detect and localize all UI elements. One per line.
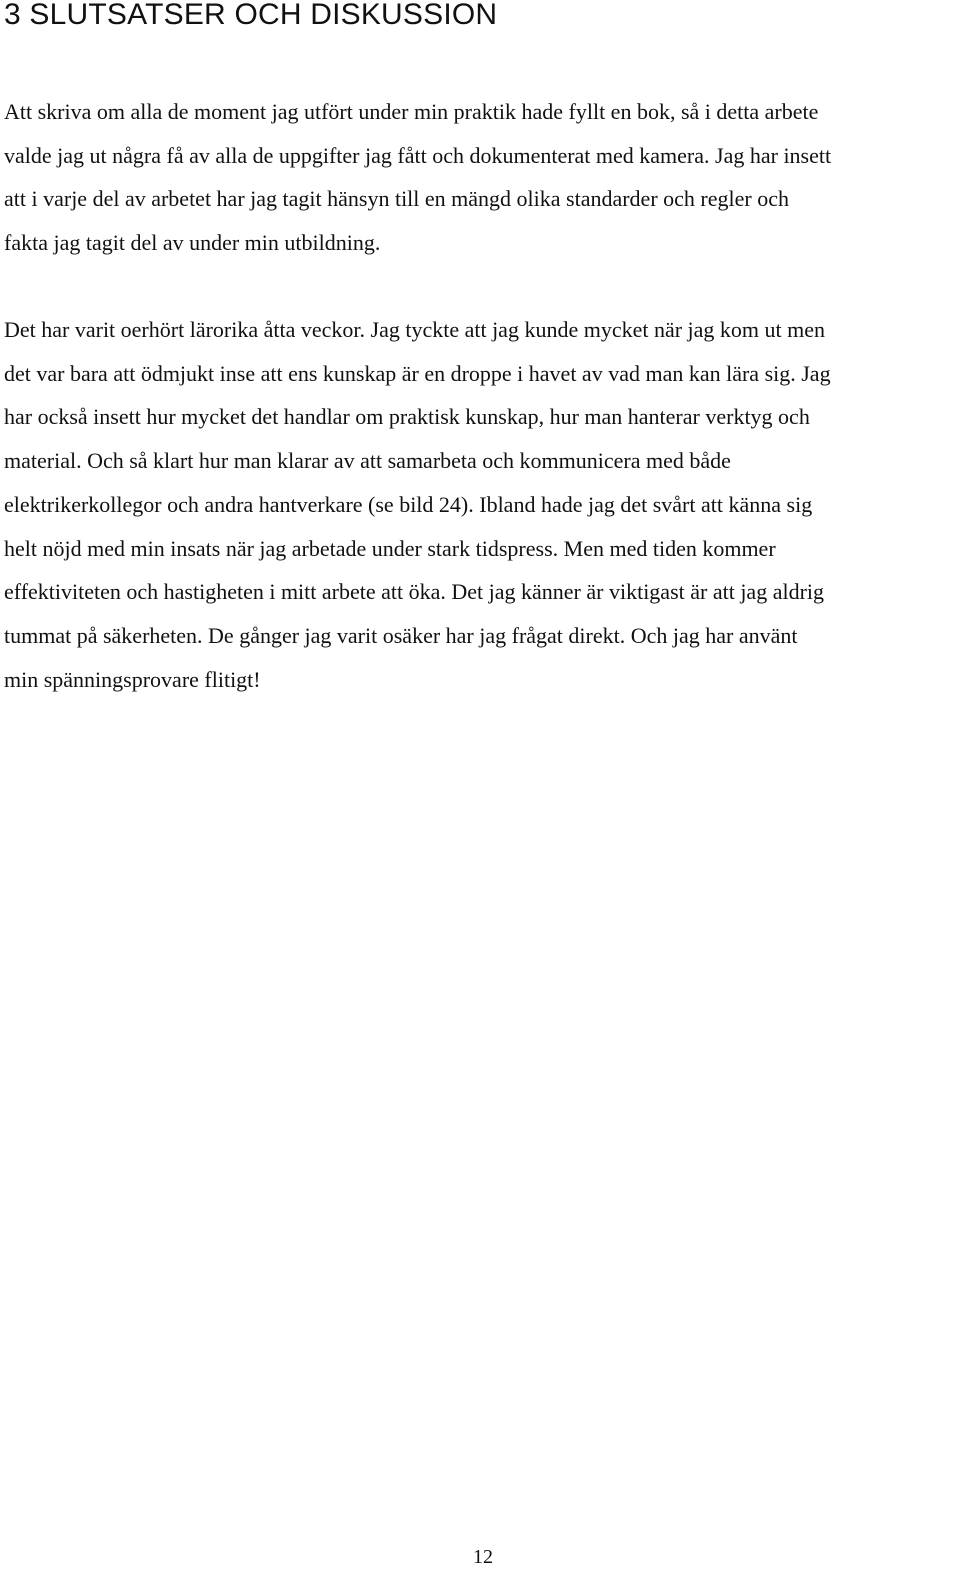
paragraph-intro: [4, 90, 960, 265]
text-line: har också insett hur mycket det handlar om praktisk kunskap, hur man hanterar verktyg och: [4, 404, 810, 430]
text-line: effektiviteten och hastigheten i mitt arbete att öka. Det jag känner är viktigast är att jag aldrig: [4, 579, 825, 605]
text-line: helt nöjd med min insats när jag arbetade under stark tidspress. Men med tiden kommer: [4, 535, 776, 561]
text-line: Det har varit oerhört lärorika åtta veckor. Jag tyckte att jag kunde mycket när jag kom ut men: [4, 317, 826, 342]
text-line: min spänningsprovare flitigt!: [4, 666, 261, 692]
text-line: material. Och så klart hur man klarar av att samarbeta och kommunicera med både: [4, 448, 731, 474]
paragraph-reflection: [4, 308, 960, 701]
page-number: 12: [473, 1546, 493, 1568]
section-heading: 3 SLUTSATSER OCH DISKUSSION: [4, 0, 498, 31]
text-line: elektrikerkollegor och andra hantverkare (se bild 24). Ibland hade jag det svårt att känna sig: [4, 491, 813, 517]
text-line: fakta jag tagit del av under min utbildning.: [4, 230, 381, 256]
text-line: Att skriva om alla de moment jag utfört under min praktik hade fyllt en bok, så i detta arbete: [4, 99, 819, 124]
text-line: tummat på säkerheten. De gånger jag varit osäker har jag frågat direkt. Och jag har använt: [4, 622, 798, 648]
text-line: valde jag ut några få av alla de uppgifter jag fått och dokumenterat med kamera. Jag har insett: [4, 142, 832, 168]
text-line: att i varje del av arbetet har jag tagit hänsyn till en mängd olika standarder och regler och: [4, 186, 789, 212]
text-line: det var bara att ödmjukt inse att ens kunskap är en droppe i havet av vad man kan lära sig. Jag: [4, 360, 831, 386]
